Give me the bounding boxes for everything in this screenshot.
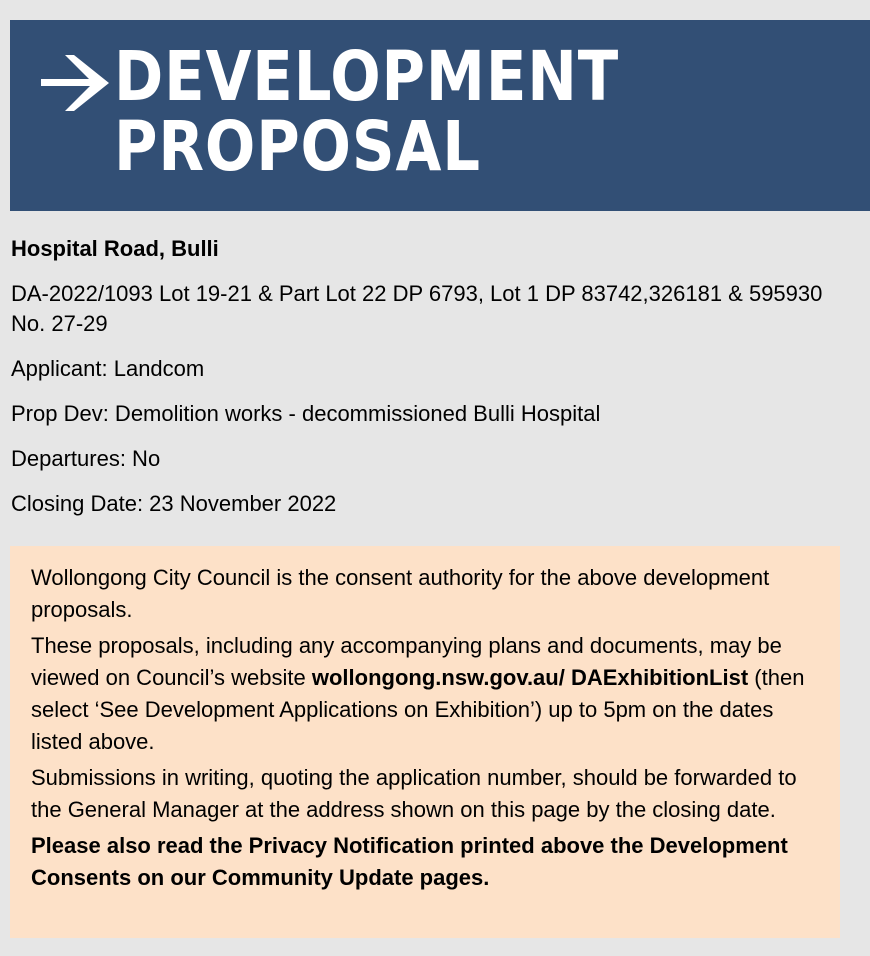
proposal-closing-date: Closing Date: 23 November 2022 xyxy=(11,491,337,516)
banner-title-line2: PROPOSAL xyxy=(114,107,481,187)
banner-title xyxy=(114,37,620,187)
proposal-details xyxy=(11,234,861,534)
notice-viewing-info xyxy=(31,630,826,758)
proposal-reference: DA-2022/1093 Lot 19-21 & Part Lot 22 DP 6793, Lot 1 DP 83742,326181 & 595930 No. 27-29 xyxy=(11,281,823,336)
notice-submissions: Submissions in writing, quoting the application number, should be forwarded to the General Manager at the address shown on this page by the closing date. xyxy=(31,765,797,822)
council-website-link[interactable]: wollongong.nsw.gov.au/ DAExhibitionList xyxy=(311,665,749,690)
notice-consent-authority: Wollongong City Council is the consent authority for the above development proposals. xyxy=(31,565,770,622)
proposal-development: Prop Dev: Demolition works - decommissioned Bulli Hospital xyxy=(11,401,601,426)
proposal-location: Hospital Road, Bulli xyxy=(11,236,219,261)
notice-privacy: Please also read the Privacy Notification printed above the Development Consents on our Community Update pages. xyxy=(31,833,788,890)
development-proposal-banner xyxy=(10,20,870,211)
banner-title-line1: DEVELOPMENT xyxy=(114,37,620,117)
council-notice-box xyxy=(10,546,840,938)
proposal-departures: Departures: No xyxy=(11,446,161,471)
proposal-applicant: Applicant: Landcom xyxy=(11,356,205,381)
notice-viewing-prefix: These proposals, including any accompanying plans and documents, may be viewed on Council’s website xyxy=(31,633,782,690)
notice-viewing-suffix: (then select ‘See Development Applications on Exhibition’) up to 5pm on the dates listed above. xyxy=(31,665,805,754)
arrow-right-icon xyxy=(41,55,109,111)
